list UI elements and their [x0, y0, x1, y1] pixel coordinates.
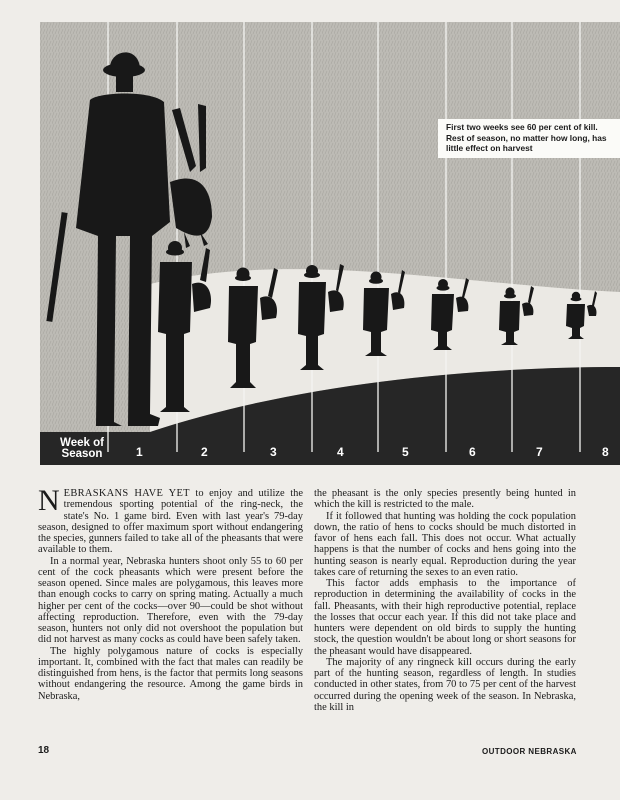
article-paragraph: The majority of any ringneck kill occurs during the early part of the hunting season, regardless of length. In studies conducted in other states, from 70 to 75 per cent of the harvest occurred during the opening week of the season. In Nebraska, the kill in [314, 656, 576, 713]
article-paragraph: If it followed that hunting was holding the cock population down, the ratio of hens to cocks should be much distorted in favor of hens each fall. This does not occur. What actually happens is that the number of cocks and hens going into the hunting season is nearly equal. Reproduction during the year takes care of returning the sexes to an even ratio. [314, 510, 576, 578]
article-column-right [314, 488, 576, 713]
article-paragraph: This factor adds emphasis to the importance of reproduction in determining the availability of cocks in the fall. Pheasants, with their high reproductive potential, replace the losses that occur each year. If this did not take place and hunters were dependent on old birds to supply the hunting stock, the question wouldn't be about long or short seasons for the pheasant would have disappeared. [314, 578, 576, 657]
chart-caption: First two weeks see 60 per cent of kill. Rest of season, no matter how long, has little effect on harvest [438, 119, 620, 158]
article-paragraph: In a normal year, Nebraska hunters shoot only 55 to 60 per cent of the cock pheasants which were present before the season opened. Since males are polygamous, this leaves more than enough cocks to carry on spring mating. Actually a much higher per cent of the cocks—over 90—could be shot without affecting reproduction. Therefore, even with the 79-day season, hunters not only did not overshoot the population but did not harvest as many cocks as could have been safely taken. [38, 555, 303, 646]
week-number: 5 [402, 445, 409, 459]
week-number: 6 [469, 445, 476, 459]
week-number: 7 [536, 445, 543, 459]
article-column-left [38, 484, 303, 702]
hunting-season-illustration [40, 22, 620, 465]
week-label-line1: Week of [60, 437, 104, 449]
article-paragraph [38, 484, 303, 556]
week-number: 1 [136, 445, 143, 459]
week-of-season-label [46, 438, 118, 460]
lead-paragraph-text: to enjoy and utilize the tremendous sporting potential of the ring-neck, the state's No. 1 game bird. Even with last year's 79-day season, designed to offer maximum sport without endangering the species, gunners failed to take all of the pheasants that were available to them. [38, 488, 303, 556]
article-paragraph: the pheasant is the only species presently being hunted in which the kill is restricted to the male. [314, 488, 576, 511]
running-head: OUTDOOR NEBRASKA [482, 747, 577, 756]
week-number: 2 [201, 445, 208, 459]
week-number: 4 [337, 445, 344, 459]
lead-in-caps: EBRASKANS HAVE YET [63, 488, 190, 499]
week-number: 3 [270, 445, 277, 459]
page-number: 18 [38, 745, 50, 756]
article-paragraph: The highly polygamous nature of cocks is especially important. It, combined with the fact that males can readily be distinguished from hens, is the factor that permits long seasons without endangering the resource. Among the game birds in Nebraska, [38, 645, 303, 702]
drop-cap: N [38, 484, 60, 517]
illustration-drawing [40, 22, 620, 465]
week-label-line2: Season [61, 448, 103, 460]
week-number: 8 [602, 445, 609, 459]
